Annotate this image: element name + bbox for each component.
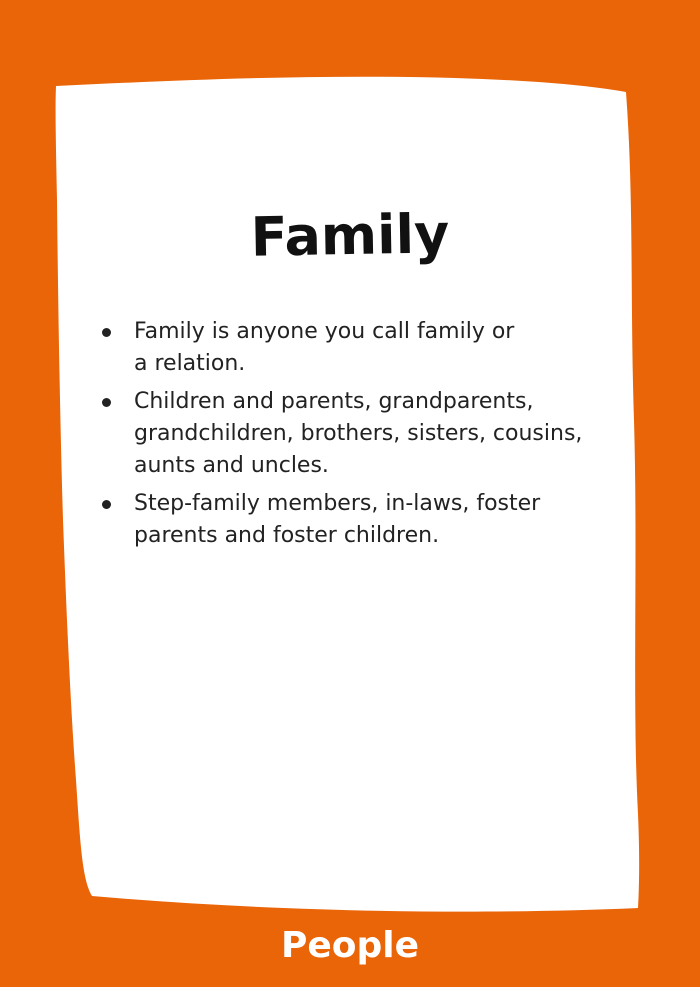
list-item <box>102 316 602 380</box>
bullet-text-line: parents and foster children. <box>134 523 440 548</box>
bullet-text-line: a relation. <box>134 351 246 376</box>
bullet-text-line: grandchildren, brothers, sisters, cousins, <box>134 421 583 446</box>
bullet-icon <box>102 500 111 509</box>
bullet-list <box>102 316 602 558</box>
category-label: People <box>280 925 420 966</box>
bullet-text-line: Family is anyone you call family or <box>134 319 515 344</box>
bullet-text-line: aunts and uncles. <box>134 453 329 478</box>
list-item <box>102 386 602 482</box>
card-title: Family <box>250 202 450 269</box>
bullet-text-line: Children and parents, grandparents, <box>134 389 534 414</box>
bullet-icon <box>102 398 111 407</box>
bullet-icon <box>102 328 111 337</box>
list-item <box>102 488 602 552</box>
bullet-text-line: Step-family members, in-laws, foster <box>134 491 541 516</box>
